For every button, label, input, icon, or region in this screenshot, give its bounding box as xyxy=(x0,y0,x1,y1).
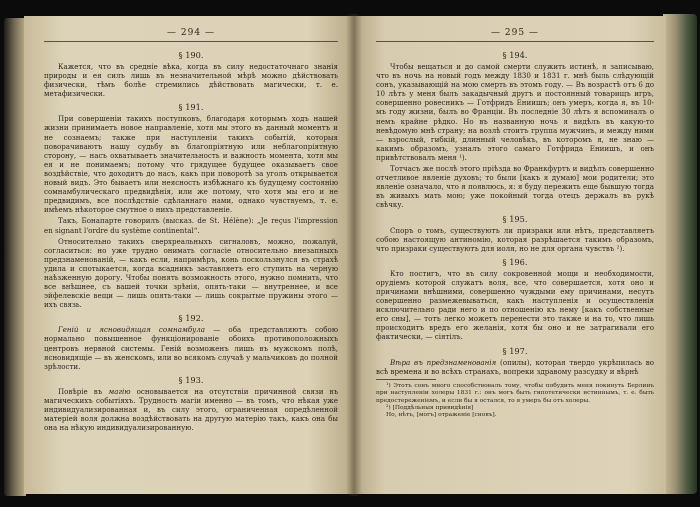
section-number: § 192. xyxy=(178,313,204,324)
book-gutter xyxy=(346,14,362,496)
right-page xyxy=(354,16,666,494)
section-number: § 190. xyxy=(178,50,204,60)
section-number: § 196. xyxy=(502,256,528,267)
paragraph: Тотчасъ же послѣ этого пріѣзда во Франкфуртъ и видѣлъ совершенно отчетливое явленіе духовъ; то были [какъ я думаю] мои родители; это явленіе означало, что я появлюсь, я: я буду пережить еще бывшую тогда въ живыхъ мать мою; уже покойный тогда отецъ держалъ въ рукѣ свѣчку. xyxy=(376,164,654,210)
paragraph: Такъ, Бонапарте говорилъ (высказ. de St. Hélène): „Je reçus l'impression en signant l'ordre du système continental“. xyxy=(44,216,338,235)
paragraph: Вѣра въ предзнаменованія (опилы), которая твердо укрѣпилась во всѣ времена и во всѣхъ странахъ, вопреки здравому разсудку и вѣрнѣ xyxy=(376,357,655,376)
section-number: § 195. xyxy=(502,213,528,224)
section-number: § 197. xyxy=(502,345,528,356)
left-page xyxy=(24,16,354,494)
paragraph: Повѣріе въ магію основывается на отсутствіи причинной связи въ магическихъ событіяхъ. Трудность магіи именно — въ томъ, что нѣкая уже индивидуализированная и, въ силу этого, ограниченная опредѣленной матеріей воля должна воздѣйствовать на другую матерію такъ, какъ она бы она на нѣкую индивидуализированную. xyxy=(44,386,338,433)
section-number: § 194. xyxy=(502,50,528,60)
paragraph: Кажется, что въ средніе вѣка, когда въ силу недостаточнаго знанія природы и ея силъ лишь въ незначительной мѣрѣ можно дѣйствовать физически, тѣмъ болѣе стремились дѣйствовать магически, т. е. метафизически. xyxy=(44,62,338,99)
footnote-rule xyxy=(376,379,436,380)
paragraph: Кто постигъ, что въ силу сокровенной мощи и необходимости, орудіемъ которой служатъ воля, все, что совершается, хотя оно и причинами внѣшними, совершенно чуждыми ему причинами, несутъ совершенно размежевываться, какъ наступленія и осуществленія исключительно ради него и по отношенію къ нему [какъ собственные его сны], — тотъ легко можетъ перенести это также и на то, что лишь происходитъ вредъ его желанія, хотя бы оно и не затрагивали его фактически, — сіятілъ. xyxy=(376,268,654,342)
left-page-stack xyxy=(4,18,26,496)
paragraph: Чтобы вещаться и до самой смерти служить истинѣ, я записываю, что въ ночь на новый годъ между 1830 и 1831 г. мнѣ быль слѣдующій сонъ, указывающій на мою смерть въ этомъ году. — Въ возрастѣ отъ 6 до 10 лѣтъ у меня былъ закадычный другъ и постоянный товарищъ игръ, совершенно ровесникъ — Готфридъ Ениишъ; онъ умеръ, когда я, въ 10-мъ году жизни, былъ во Франціи. Въ последніе 30 лѣтъ я вспоминалъ о немъ крайне рѣдко. Но въ названную ночь я видѣлъ въ какую-то невѣдомую мнѣ страну; на возлѣ стоитъ группа мужчинъ, и между ними — взрослый, гибкій, длинный человѣкъ, въ которомъ я, не знаю — какимъ образомъ, узналъ этого самаго Готфрида Ениишъ, и онъ привѣтствовалъ меня ¹). xyxy=(376,62,654,162)
footnote: ¹) Этотъ сонъ много способствовалъ тому, чтобы побудить меня покинуть Берлинъ при наступленіи холеры 1831 г.: онъ могъ быть гипотетически истиннымъ, т. е. быть предостереженіемъ, и если бы я остался, то я умеръ бы отъ холеры. xyxy=(376,382,654,404)
page-number: — 295 — xyxy=(491,28,539,38)
paragraph: Споръ о томъ, существуютъ ли призраки или нѣтъ, представляетъ собою настоящую антиномію, которая разрѣшается такимъ образомъ, что призраки существуютъ для иоля, но не для органа чувствъ ²). xyxy=(376,225,654,253)
paragraph: Геній и ясновидящая сомнамбула — оба представляютъ собою нормально повышенное функціонированіе обоихъ противоположныхъ центровъ нервной системы. Геній возможенъ лишь въ мужскомъ полѣ, ясновидящіе — въ женскомъ, или во всякомъ случаѣ у мальчиковъ до полной зрѣлости. xyxy=(44,325,338,371)
emphasized-phrase: Вѣра въ предзнаменованія xyxy=(390,357,497,367)
emphasized-phrase: магію xyxy=(108,386,131,396)
footnote: ²) [Поддѣльныя привидѣнія] xyxy=(386,404,474,411)
page-number: — 294 — xyxy=(167,28,215,38)
section-number: § 193. xyxy=(178,374,204,385)
left-page-content xyxy=(44,26,338,486)
footnote: Но, нѣтъ, [могъ] отраженіе [сновъ]. xyxy=(386,412,497,419)
header-rule xyxy=(376,41,654,42)
right-page-content xyxy=(376,26,654,486)
right-page-stack xyxy=(663,14,697,494)
header-rule xyxy=(44,41,338,42)
section-number: § 191. xyxy=(178,102,204,113)
paragraph: Относительно такихъ сверхреальныхъ сигналовъ, можно, пожалуй, согласиться: но уже трудно онимать согласіе относительно внезапныхъ предзнаменованій, — какъ если, напримѣръ, конь поскользнулся въ страхѣ удила и спотыкается, когда всадникъ заставляетъ его ступить на черную наѣзженную дорогу. Чтобы понять возможность этого, нужно помнить, что все внѣшнее, съ вашей точки зрѣнія, опять-таки — внутреннее, и все эйфелевскіе вещи — лишь опять-таки — лишь сокрытые пружины этого — ихъ связь. xyxy=(44,236,338,310)
emphasized-phrase: Геній и ясновидящая сомнамбула xyxy=(58,325,206,335)
paragraph: При совершеніи такихъ поступковъ, благодаря которымъ ходъ нашей жизни принимаетъ новое направленіе, хотя мы этого въ данный моментъ и не сознаемъ; также при наступленіи такихъ событій, которыя поворачиваютъ нашу судьбу въ благопріятную или неблагопріятную сторону, — насъ охватываетъ значительность и важность момента, хотя мы ея и не понимаемъ; потому что грядущее будущее оказываетъ свое воздѣйствіе, что доходитъ до насъ, какъ при поворотѣ за уголъ открывается новый видъ. Это бываетъ или неясность избѣжнаго къ будущему состоянію сомнамбулическаго предвидѣнія, или же потому, что хотя мы его и не предвидимъ, все послѣдствіе сдѣланнаго нами, однако чувствуемъ, т. е. имѣемъ нѣкоторое смутное о нихъ представленіе. xyxy=(44,114,338,215)
